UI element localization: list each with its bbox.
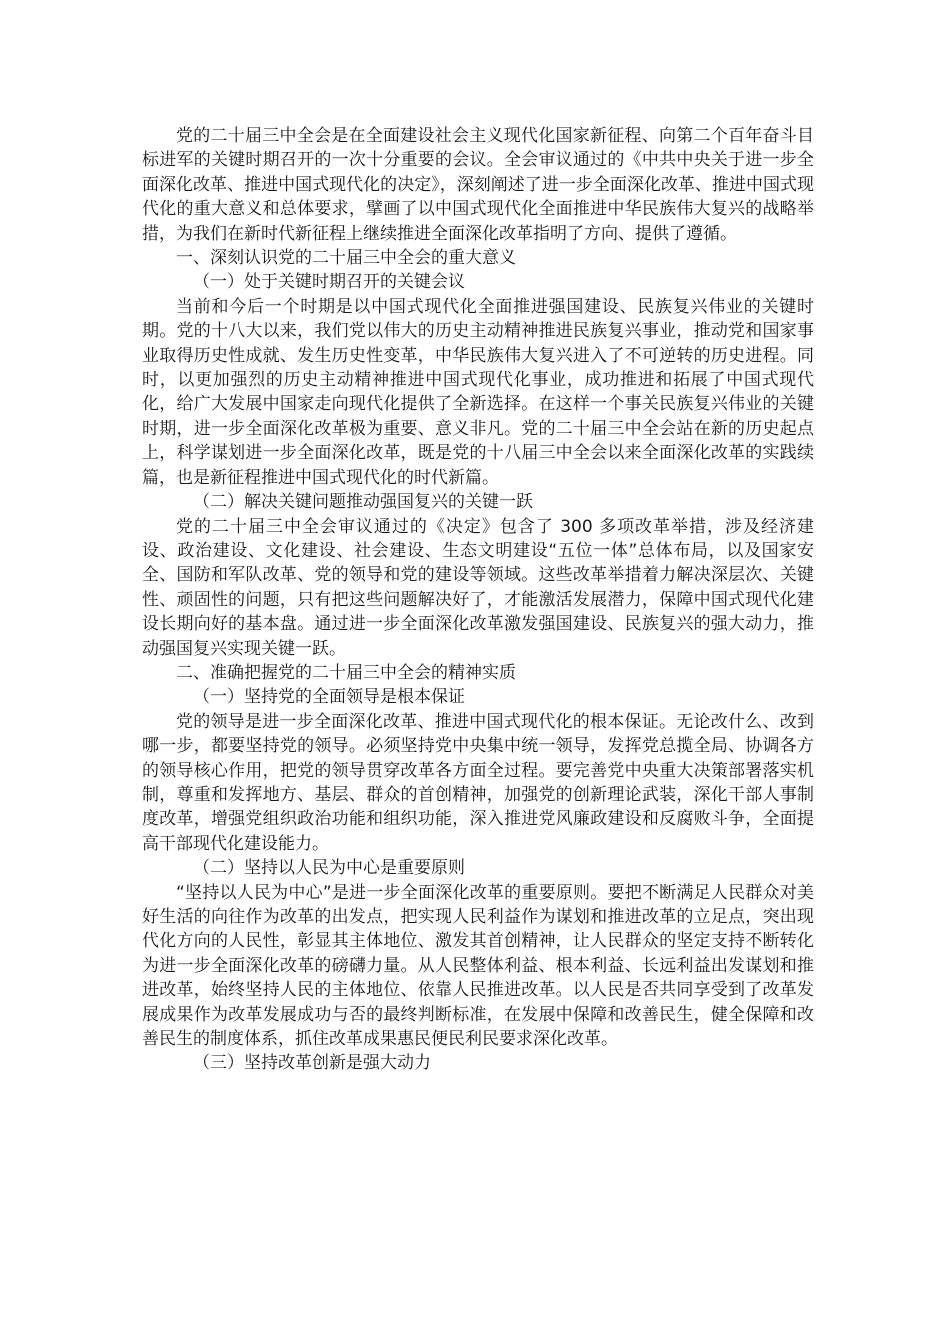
section-heading-1: 一、深刻认识党的二十届三中全会的重大意义 (176, 248, 516, 269)
subsection-heading-2-1: （一）坚持党的全面领导是根本保证 (193, 687, 465, 708)
intro-paragraph: 党的二十届三中全会是在全面建设社会主义现代化国家新征程、向第二个百年奋斗目标进军的关键时期召开的一次十分重要的会议。全会审议通过的《中共中央关于进一步全面深化改革、推进中国式现代化的决定》，深刻阐述了进一步全面深化改革、推进中国式现代化的重大意义和总体要求，擘画了以中国式现代化全面推进中华民族伟大复兴的战略举措，为我们在新时代新征程上继续推进全面深化改革指明了方向、提供了遵循。 (142, 126, 814, 244)
paragraph-2-1: 党的领导是进一步全面深化改革、推进中国式现代化的根本保证。无论改什么、改到哪一步，都要坚持党的领导。必须坚持党中央集中统一领导，发挥党总揽全局、协调各方的领导核心作用，把党的领导贯穿改革各方面全过程。要完善党中央重大决策部署落实机制，尊重和发挥地方、基层、群众的首创精神，加强党的创新理论武装，深化干部人事制度改革，增强党组织政治功能和组织功能，深入推进党风廉政建设和反腐败斗争，全面提高干部现代化建设能力。 (142, 711, 814, 854)
subsection-heading-2-2: （二）坚持以人民为中心是重要原则 (193, 858, 465, 879)
paragraph-2-2: “坚持以人民为中心”是进一步全面深化改革的重要原则。要把不断满足人民群众对美好生活的向往作为改革的出发点，把实现人民利益作为谋划和推进改革的立足点，突出现代化方向的人民性，彰显其主体地位、激发其首创精神，让人民群众的坚定支持不断转化为进一步全面深化改革的磅礴力量。从人民整体利益、根本利益、长远利益出发谋划和推进改革，始终坚持人民的主体地位、依靠人民推进改革。以人民是否共同享受到了改革发展成果作为改革发展成功与否的最终判断标准，在发展中保障和改善民生，健全保障和改善民生的制度体系，抓住改革成果惠民便民利民要求深化改革。 (142, 882, 814, 1050)
subsection-heading-1-2: （二）解决关键问题推动强国复兴的关键一跃 (193, 492, 533, 513)
document-page (142, 124, 814, 1076)
paragraph-1-1: 当前和今后一个时期是以中国式现代化全面推进强国建设、民族复兴伟业的关键时期。党的十八大以来，我们党以伟大的历史主动精神推进民族复兴事业，推动党和国家事业取得历史性成就、发生历史性变革，中华民族伟大复兴进入了不可逆转的历史进程。同时，以更加强烈的历史主动精神推进中国式现代化事业，成功推进和拓展了中国式现代化，给广大发展中国家走向现代化提供了全新选择。在这样一个事关民族复兴伟业的关键时期，进一步全面深化改革极为重要、意义非凡。党的二十届三中全会站在新的历史起点上，科学谋划进一步全面深化改革，既是党的十八届三中全会以来全面深化改革的实践续篇，也是新征程推进中国式现代化的时代新篇。 (142, 296, 814, 488)
subsection-heading-2-3: （三）坚持改革创新是强大动力 (193, 1053, 431, 1074)
paragraph-1-2: 党的二十届三中全会审议通过的《决定》包含了 300 多项改革举措，涉及经济建设、政治建设、文化建设、社会建设、生态文明建设“五位一体”总体布局，以及国家安全、国防和军队改革、党的领导和党的建设等领域。这些改革举措着力解决深层次、关键性、顽固性的问题，只有把这些问题解决好了，才能激活发展潜力，保障中国式现代化建设长期向好的基本盘。通过进一步全面深化改革激发强国建设、民族复兴的强大动力，推动强国复兴实现关键一跃。 (142, 516, 814, 659)
subsection-heading-1-1: （一）处于关键时期召开的关键会议 (193, 272, 465, 293)
section-heading-2: 二、准确把握党的二十届三中全会的精神实质 (176, 662, 516, 683)
